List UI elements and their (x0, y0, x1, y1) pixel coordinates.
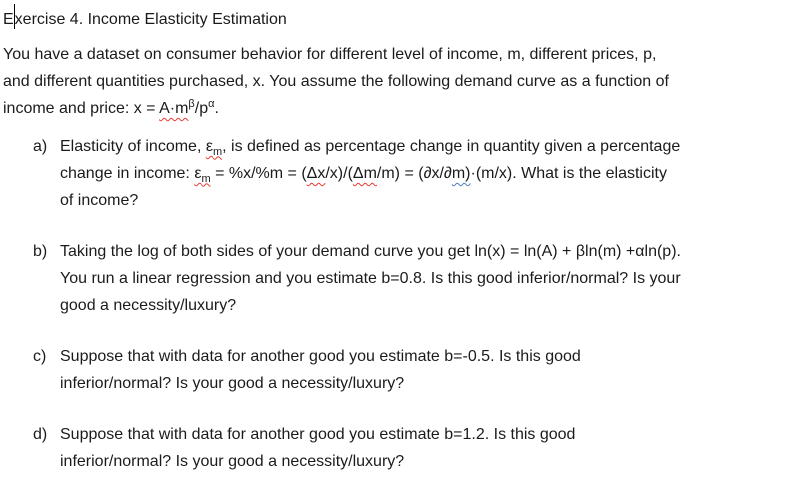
text-segment: , is defined as percentage change in quantity given a percentage (222, 138, 681, 155)
text-segment: inferior/normal? Is your good a necessity/luxury? (60, 453, 405, 470)
text-line (3, 41, 783, 68)
text-segment: /x)/( (325, 165, 353, 182)
text-segment: Taking the log of both sides of your demand curve you get ln(x) = ln(A) + βln(m) +αln(p). (60, 243, 681, 260)
text-segment: good a necessity/luxury? (60, 297, 237, 314)
intro-paragraph (3, 41, 783, 122)
list-item-label: a) (33, 138, 48, 155)
text-segment: β (188, 98, 195, 110)
text-segment: You have a dataset on consumer behavior for different level of income, m, different prices, p, (3, 46, 657, 63)
text-segment: /m) = (∂x/∂ (376, 165, 452, 182)
text-line (60, 238, 783, 265)
text-line (60, 370, 783, 397)
text-segment: Suppose that with data for another good you estimate b=-0.5. Is this good (60, 348, 581, 365)
spellcheck-flagged-text: Δm (352, 165, 377, 182)
text-segment: Elasticity of income, (60, 138, 206, 155)
spellcheck-flagged-text: m (212, 145, 223, 158)
text-segment: and different quantities purchased, x. You assume the following demand curve as a function of (3, 73, 669, 90)
text-segment: change in income: (60, 165, 195, 182)
text-segment: You run a linear regression and you estimate b=0.8. Is this good inferior/normal? Is your (60, 270, 681, 287)
title-text: E (3, 11, 14, 28)
exercise-title (3, 4, 783, 31)
text-segment: ·(m/x). What is the elasticity (470, 165, 667, 182)
text-segment: income and price: x = (3, 100, 160, 117)
text-line (3, 95, 783, 122)
text-segment: = %x/%m = ( (210, 165, 307, 182)
text-segment: Suppose that with data for another good you estimate b=1.2. Is this good (60, 426, 576, 443)
text-segment: /p (194, 100, 209, 117)
list-item-label: b) (33, 243, 48, 260)
exercise-item-c (3, 343, 783, 397)
text-line (60, 343, 783, 370)
spellcheck-flagged-text: ε (194, 165, 202, 182)
text-line (60, 265, 783, 292)
exercise-item-a (3, 133, 783, 214)
text-segment: α (208, 98, 215, 110)
exercise-item-b (3, 238, 783, 319)
text-line (60, 448, 783, 475)
text-line (60, 133, 783, 160)
text-segment: of income? (60, 192, 139, 209)
exercise-item-list (3, 133, 783, 475)
spellcheck-flagged-text: m (201, 172, 211, 185)
title-text: xercise 4. Income Elasticity Estimation (14, 11, 287, 28)
text-line (3, 68, 783, 95)
list-item-label: c) (33, 348, 47, 365)
spellcheck-flagged-text: A·m (159, 100, 189, 117)
list-item-label: d) (33, 426, 48, 443)
spellcheck-flagged-text: ε (205, 138, 213, 155)
text-line (60, 187, 783, 214)
text-segment: . (214, 100, 219, 117)
exercise-item-d (3, 421, 783, 475)
text-segment: inferior/normal? Is your good a necessity/luxury? (60, 375, 405, 392)
spellcheck-flagged-text: Δx (306, 165, 326, 182)
text-line (60, 292, 783, 319)
text-line (60, 160, 783, 187)
grammar-flagged-text: m) (451, 165, 471, 182)
text-line (60, 421, 783, 448)
